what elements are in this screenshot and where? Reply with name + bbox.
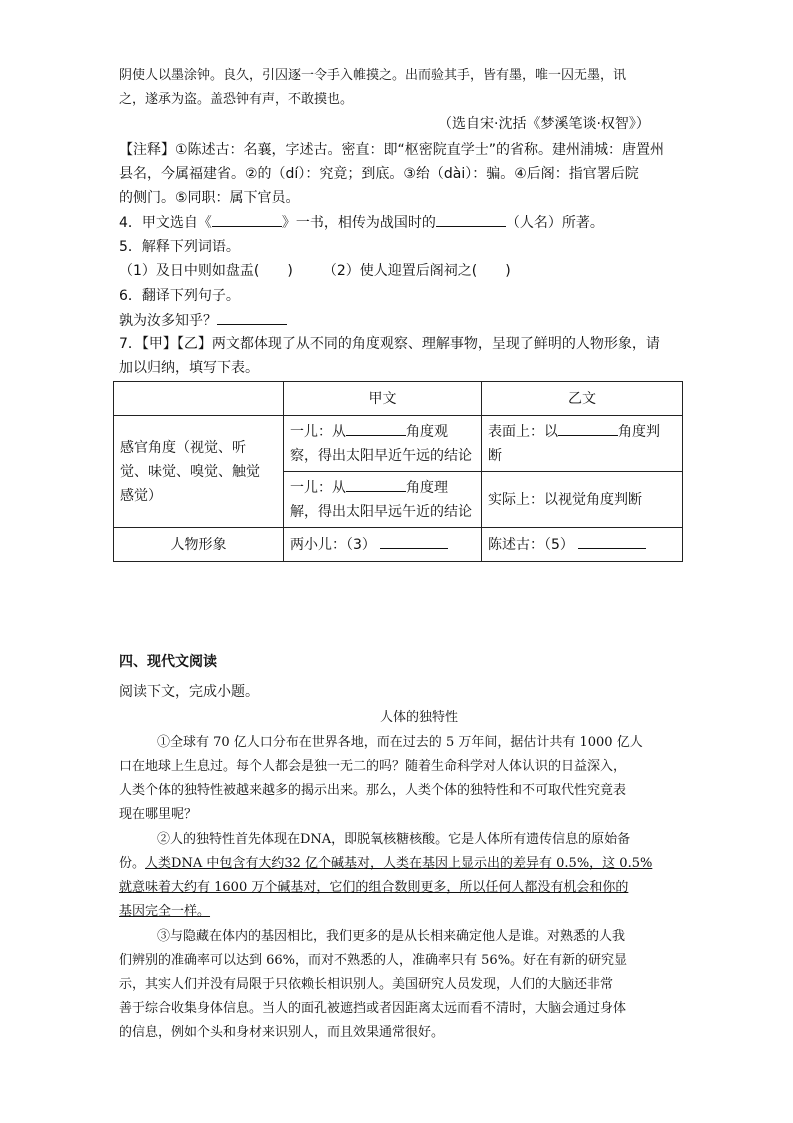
answer-blank[interactable] — [346, 421, 406, 436]
paragraph-text: 份。 — [119, 856, 146, 871]
question-4-text: 4．甲文选自《 — [119, 215, 212, 231]
table-cell — [284, 416, 482, 472]
table-cell — [284, 472, 482, 528]
cell-text: 察，得出太阳早近午远的结论 — [290, 447, 472, 464]
notes-line: 的侧门。⑤同职：属下官员。 — [119, 190, 300, 206]
question-5-item — [119, 261, 511, 281]
answer-blank[interactable] — [212, 212, 282, 227]
answer-blank[interactable] — [558, 421, 618, 436]
question-5-item-2[interactable]: （2）使人迎置后阁祠之( ) — [322, 263, 511, 279]
article-title: 人体的独特性 — [380, 710, 459, 725]
table-header: 乙文 — [482, 382, 683, 416]
paragraph-line: 人类个体的独特性被越来越多的揭示出来。那么，人类个体的独特性和不可取代性究竟表 — [119, 783, 627, 798]
underlined-text: 基因完全一样。 — [119, 904, 211, 919]
answer-blank[interactable] — [217, 310, 287, 325]
cell-text: 角度观 — [406, 423, 448, 440]
question-6-sentence: 孰为汝多知乎？ — [119, 313, 217, 329]
cell-text: 角度理 — [406, 479, 448, 496]
cell-text: 解，得出太阳早远午近的结论 — [290, 503, 472, 520]
classical-text-line: 之，遂承为盗。盖恐钟有声，不敢摸也。 — [119, 92, 354, 107]
table-row-label — [114, 416, 284, 528]
question-7: 7．【甲】【乙】两文都体现了从不同的角度观察、理解事物，呈现了鲜明的人物形象，请 — [119, 336, 660, 352]
question-6-item — [119, 310, 287, 331]
comparison-table — [113, 381, 683, 562]
answer-blank[interactable] — [436, 212, 506, 227]
answer-blank[interactable] — [380, 534, 448, 549]
question-5: 5．解释下列词语。 — [119, 239, 240, 255]
cell-text: 一儿：从 — [290, 423, 346, 440]
notes-line: 县名，今属福建省。②的（dí）：究竟；到底。③绐（dài）：骗。④后阁：指官署后院 — [119, 166, 639, 182]
table-corner-cell — [114, 382, 284, 416]
section-instruction: 阅读下文，完成小题。 — [119, 684, 259, 700]
paragraph-line — [119, 854, 652, 874]
cell-text: 两小儿：（3） — [290, 536, 376, 553]
notes-line: 【注释】①陈述古：名襄，字述古。密直：即“枢密院直学士”的省称。建州浦城：唐置州 — [119, 142, 665, 158]
table-row-label: 人物形象 — [114, 528, 284, 562]
table-cell — [284, 528, 482, 562]
underlined-text: 就意味着大约有 1600 万个碱基对，它们的组合数則更多，所以任何人都没有机会和你的 — [119, 880, 629, 895]
sense-label: 感官角度（视觉、听觉、味觉、嗅觉、触觉感觉） — [120, 439, 260, 504]
paragraph-line: 示，其实人们并没有局限于只依赖长相识别人。美国研究人员发现，人们的大脑还非常 — [119, 977, 614, 992]
paragraph-line: ③与隐藏在体内的基因相比，我们更多的是从长相来确定他人是谁。对熟悉的人我 — [157, 929, 626, 944]
cell-text: 断 — [488, 447, 502, 464]
question-6: 6．翻译下列句子。 — [119, 288, 240, 304]
paragraph-line: 口在地球上生息过。每个人都会是独一无二的吗？随着生命科学对人体认识的日益深入， — [119, 759, 627, 774]
classical-text-line: 阴使人以墨涂钟。良久，引囚逐一令手入帷摸之。出而验其手，皆有墨，唯一囚无墨，讯 — [119, 68, 627, 83]
question-4-text: 》一书，相传为战国时的 — [281, 215, 436, 231]
cell-text: 一儿：从 — [290, 479, 346, 496]
paragraph-line: ②人的独特性首先体现在DNA，即脱氧核糖核酸。它是人体所有遗传信息的原始备 — [157, 832, 631, 847]
answer-blank[interactable] — [346, 477, 406, 492]
paragraph-line: 善于综合收集身体信息。当人的面孔被遮挡或者因距离太远而看不清时，大脑会通过身体 — [119, 1001, 627, 1016]
paragraph-line: 的信息，例如个头和身材来识别人，而且效果通常很好。 — [119, 1025, 445, 1040]
cell-text: 表面上：以 — [488, 423, 558, 440]
source-citation: （选自宋·沈括《梦溪笔谈·权智》） — [438, 116, 650, 132]
section-heading: 四、现代文阅读 — [119, 654, 217, 670]
question-4-text: （人名）所著。 — [505, 215, 604, 231]
table-cell: 实际上：以视觉角度判断 — [482, 472, 683, 528]
question-5-item-1[interactable]: （1）及日中则如盘盂( ) — [119, 263, 293, 279]
cell-text: 角度判 — [618, 423, 660, 440]
paragraph-line: 现在哪里呢？ — [119, 807, 198, 822]
underlined-text: 人类DNA 中包含有大约32 亿个碱基对，人类在基因上显示出的差异有 0.5%，这 0.5% — [145, 856, 653, 871]
table-header: 甲文 — [284, 382, 482, 416]
paragraph-line: 们辨别的准确率可以达到 66%，而对不熟悉的人，准确率只有 56%。好在有新的研究显 — [119, 953, 628, 968]
table-cell — [482, 528, 683, 562]
paragraph-line: ①全球有 70 亿人口分布在世界各地，而在过去的 5 万年间，据估计共有 1000 亿人 — [157, 735, 643, 750]
question-7: 加以归纳，填写下表。 — [119, 360, 259, 376]
answer-blank[interactable] — [578, 534, 646, 549]
cell-text: 陈述古：（5） — [488, 536, 574, 553]
question-4 — [119, 212, 604, 233]
table-cell — [482, 416, 683, 472]
